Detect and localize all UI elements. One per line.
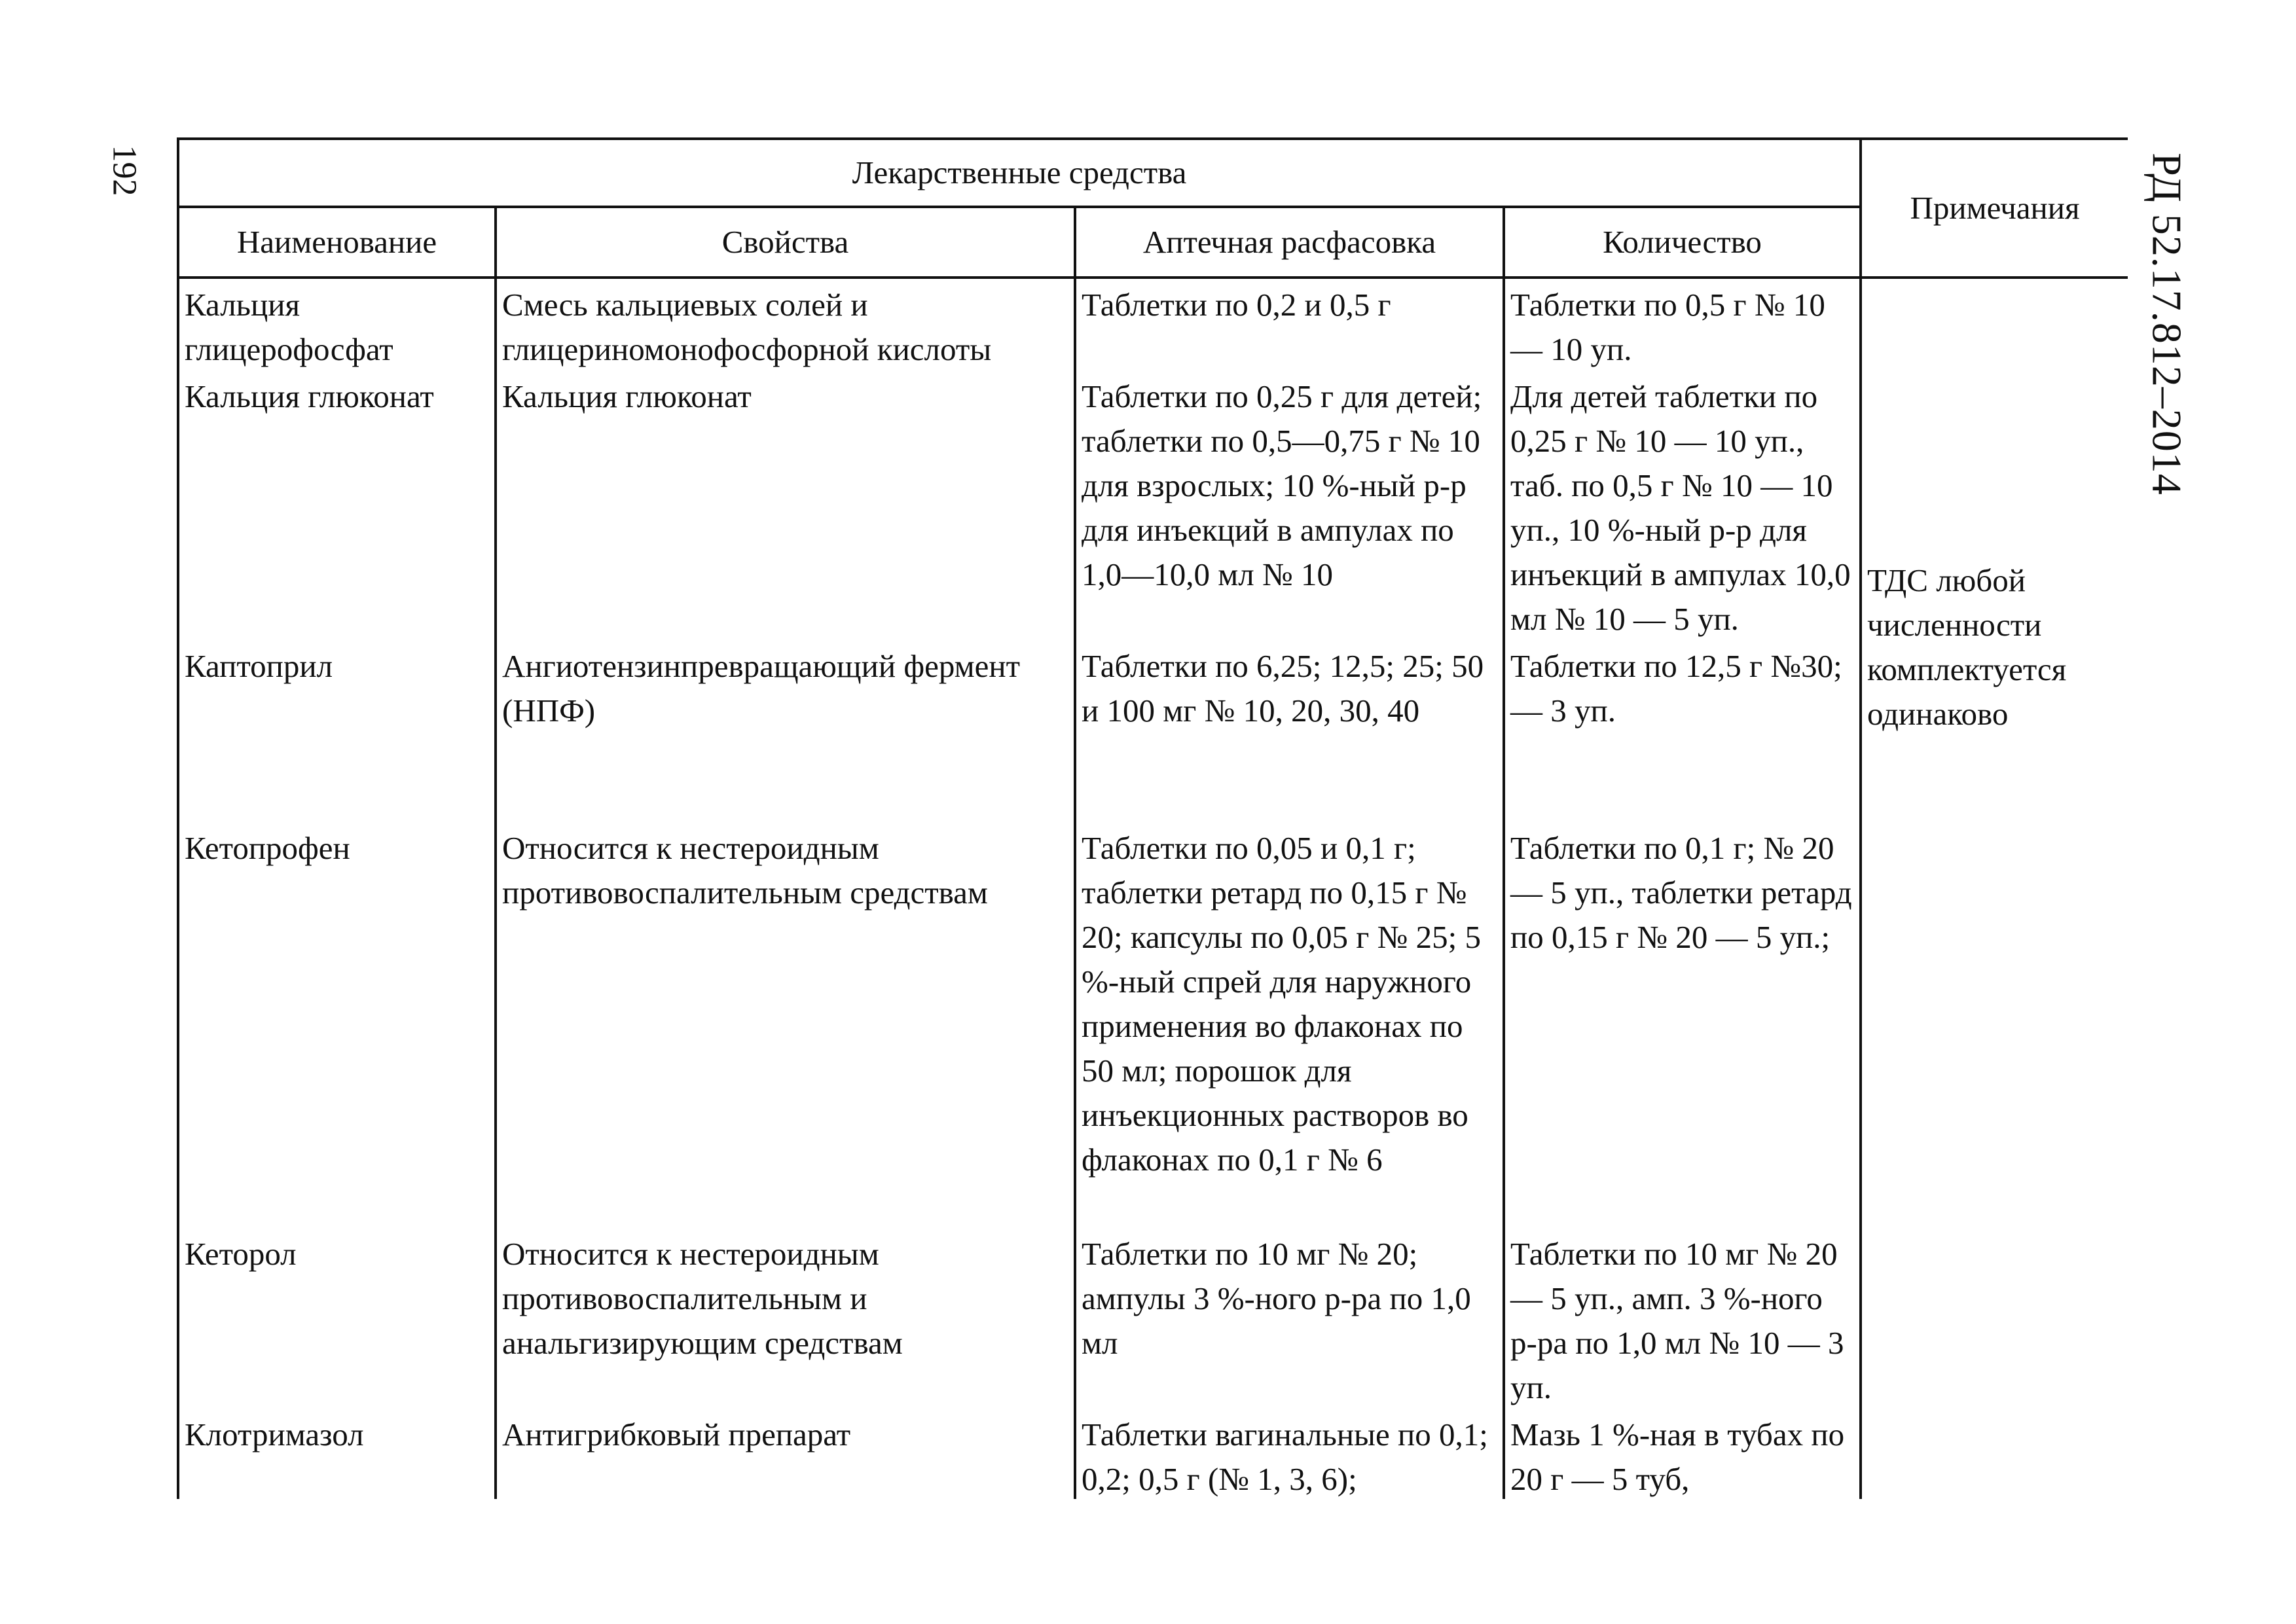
drug-packaging: Таблетки по 0,05 и 0,1 г; таблетки ретард по 0,15 г № 20; капсулы по 0,05 г № 25; 5 %-ный спрей для наружного применения во флаконах по 50 мл; порошок для инъекционных растворов во флаконах по 0,1 г № 6 [1075,823,1504,1229]
drug-quantity: Мазь 1 %-ная в тубах по 20 г — 5 туб, [1504,1410,1861,1499]
page-number: 192 [105,145,143,196]
drug-name: Кальция глицерофосфат [178,278,496,372]
drug-name: Каптоприл [178,641,496,823]
notes-cell [1861,278,2128,1499]
table-row [178,1229,2128,1410]
drug-quantity: Для детей таблетки по 0,25 г № 10 — 10 уп., таб. по 0,5 г № 10 — 10 уп., 10 %-ный р-р для инъекций в ампулах 10,0 мл № 10 — 5 уп. [1504,372,1861,641]
notes-spacer [1867,283,2123,558]
drug-name: Кетопрофен [178,823,496,1229]
drug-quantity: Таблетки по 0,5 г № 10 — 10 уп. [1504,278,1861,372]
drug-properties: Кальция глюконат [496,372,1075,641]
group-header: Лекарственные средства [178,139,1861,207]
table-frame [177,137,2128,1499]
medicines-table [177,137,2128,1499]
drug-name: Кеторол [178,1229,496,1410]
drug-properties: Ангиотензинпревращающий фермент (НПФ) [496,641,1075,823]
drug-quantity: Таблетки по 10 мг № 20 — 5 уп., амп. 3 %-ного р-ра по 1,0 мл № 10 — 3 уп. [1504,1229,1861,1410]
col-header-quantity: Количество [1504,207,1861,278]
table-row [178,641,2128,823]
drug-quantity: Таблетки по 0,1 г; № 20 — 5 уп., таблетки ретард по 0,15 г № 20 — 5 уп.; [1504,823,1861,1229]
table-row [178,823,2128,1229]
notes-header: Примечания [1861,139,2128,278]
drug-properties: Относится к нестероидным противовоспалительным и анальгизирующим средствам [496,1229,1075,1410]
drug-packaging: Таблетки по 0,25 г для детей; таблетки по 0,5—0,75 г № 10 для взрослых; 10 %-ный р-р для инъекций в ампулах по 1,0—10,0 мл № 10 [1075,372,1504,641]
drug-properties: Относится к нестероидным противовоспалительным средствам [496,823,1075,1229]
drug-properties: Антигрибковый препарат [496,1410,1075,1499]
drug-packaging: Таблетки по 0,2 и 0,5 г [1075,278,1504,372]
drug-quantity: Таблетки по 12,5 г №30; — 3 уп. [1504,641,1861,823]
table-row [178,372,2128,641]
drug-name: Кальция глюконат [178,372,496,641]
drug-packaging: Таблетки по 6,25; 12,5; 25; 50 и 100 мг № 10, 20, 30, 40 [1075,641,1504,823]
drug-packaging: Таблетки по 10 мг № 20; ампулы 3 %-ного р-ра по 1,0 мл [1075,1229,1504,1410]
drug-packaging: Таблетки вагинальные по 0,1; 0,2; 0,5 г (№ 1, 3, 6); [1075,1410,1504,1499]
document-code: РД 52.17.812–2014 [2144,153,2191,496]
col-header-properties: Свойства [496,207,1075,278]
col-header-name: Наименование [178,207,496,278]
drug-name: Клотримазол [178,1410,496,1499]
table-row [178,1410,2128,1499]
drug-properties: Смесь кальциевых солей и глицериномонофосфорной кислоты [496,278,1075,372]
notes-text: ТДС любой численности комплектуется одинаково [1867,562,2067,732]
col-header-packaging: Аптечная расфасовка [1075,207,1504,278]
table-row [178,278,2128,372]
